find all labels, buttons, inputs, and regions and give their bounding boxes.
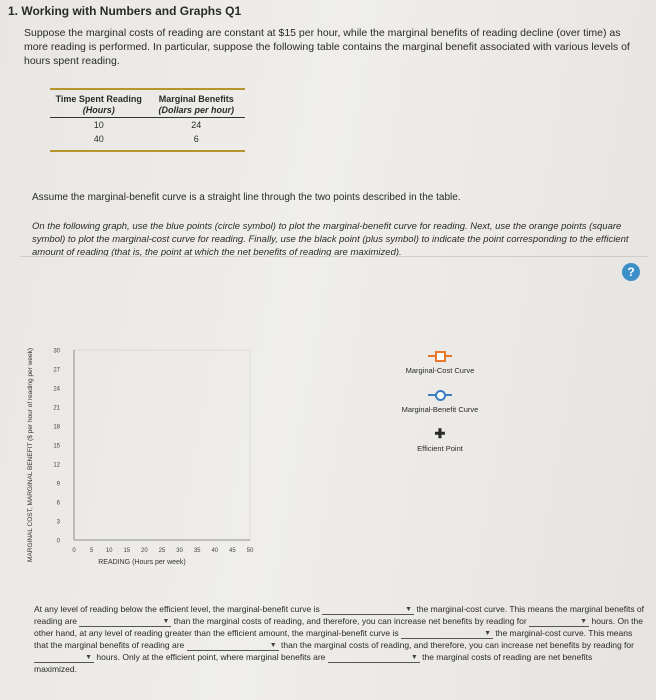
y-tick-label: 6 <box>56 500 60 507</box>
y-tick-label: 12 <box>53 462 60 469</box>
x-axis-label: READING (Hours per week) <box>98 559 186 566</box>
black-plus-icon[interactable]: ✚ <box>434 426 446 441</box>
y-tick-label: 3 <box>56 519 60 526</box>
y-tick-label: 21 <box>53 405 60 412</box>
y-tick-label: 30 <box>53 348 60 355</box>
answer-text: other hand, at any level of reading greater than the efficient amount, the marginal-benefit curve is <box>34 628 399 638</box>
answer-text: the marginal-cost curve. This means the marginal benefits of <box>416 604 645 614</box>
legend-label: Efficient Point <box>417 444 463 453</box>
dropdown-mb-vs-mc-below[interactable]: ▼ <box>322 604 414 615</box>
legend <box>360 350 520 467</box>
legend-label: Marginal-Benefit Curve <box>401 405 479 414</box>
answer-text: that the marginal benefits of reading are <box>34 640 185 650</box>
table-bottom-rule <box>50 150 245 152</box>
answer-text: the marginal costs of reading are net benefits <box>422 652 593 662</box>
x-tick-label: 50 <box>246 548 254 554</box>
legend-item-mc[interactable] <box>360 350 520 375</box>
dropdown-mb-vs-mc-above[interactable]: ▼ <box>401 628 493 639</box>
answer-text: than the marginal costs of reading, and therefore, you can increase net benefits by reading for <box>173 616 527 626</box>
answer-text: than the marginal costs of reading, and therefore, you can increase net benefits by reading for <box>281 640 634 650</box>
cell-hours: 40 <box>93 134 104 144</box>
y-tick-label: 27 <box>53 367 60 374</box>
help-button[interactable]: ? <box>622 263 640 281</box>
dropdown-greater-less-above[interactable]: ▼ <box>187 640 279 651</box>
answer-text: maximized. <box>34 664 77 674</box>
table-row <box>50 132 245 146</box>
table-row <box>50 118 245 132</box>
legend-item-efficient[interactable] <box>360 428 520 453</box>
col-benefit-title: Marginal Benefits <box>158 94 234 104</box>
answer-text: hours. Only at the efficient point, where marginal benefits are <box>96 652 326 662</box>
x-tick-label: 40 <box>211 548 219 554</box>
legend-label: Marginal-Cost Curve <box>405 366 475 375</box>
answer-text: the marginal-cost curve. This means <box>495 628 633 638</box>
graph-canvas[interactable] <box>20 320 340 580</box>
x-tick-label: 25 <box>158 548 166 554</box>
dropdown-equal[interactable]: ▼ <box>328 652 420 663</box>
assumption-text: Assume the marginal-benefit curve is a straight line through the two points described in the table. <box>32 192 461 203</box>
dropdown-more-fewer-below[interactable]: ▼ <box>529 616 589 627</box>
x-tick-label: 30 <box>176 548 183 554</box>
y-axis-label: MARGINAL COST, MARGINAL BENEFIT ($ per hour of reading per week) <box>27 348 34 562</box>
question-title: 1. Working with Numbers and Graphs Q1 <box>8 4 242 18</box>
plot-area <box>74 350 250 540</box>
orange-square-icon[interactable] <box>360 350 520 362</box>
answer-text: hours. On the <box>591 616 643 626</box>
legend-item-mb[interactable] <box>360 389 520 414</box>
x-tick-label: 0 <box>72 548 76 554</box>
y-tick-label: 9 <box>56 481 60 488</box>
y-tick-label: 0 <box>56 538 60 545</box>
marginal-benefit-table <box>50 88 245 152</box>
answer-text: reading are <box>34 616 78 626</box>
x-tick-label: 35 <box>193 548 201 554</box>
col-hours-title: Time Spent Reading <box>55 94 142 104</box>
y-tick-label: 15 <box>53 443 60 450</box>
answer-paragraph <box>34 603 645 675</box>
col-benefit-sub: (Dollars per hour) <box>158 105 234 115</box>
cell-benefit: 6 <box>193 134 199 144</box>
col-hours-header <box>50 94 148 116</box>
x-tick-label: 5 <box>89 548 94 554</box>
x-tick-label: 10 <box>105 548 113 554</box>
dropdown-more-fewer-above[interactable]: ▼ <box>34 652 94 663</box>
col-benefit-header <box>148 94 246 116</box>
table-header <box>50 90 245 116</box>
x-tick-label: 20 <box>141 548 148 554</box>
y-tick-label: 24 <box>53 386 60 393</box>
blue-circle-icon[interactable] <box>360 389 520 401</box>
col-hours-sub: (Hours) <box>82 105 115 115</box>
dropdown-greater-less-below[interactable]: ▼ <box>79 616 171 627</box>
instructions-text: On the following graph, use the blue points (circle symbol) to plot the marginal-benefit curve for reading. Next, use the orange points (square symbol) to plot the marginal-cost curve for reading. Finally, use the black point (plus symbol) to indicate the point corresponding to the efficient amount of reading (that is, the point at which the net benefits of reading are maximized). <box>32 221 629 258</box>
answer-text: At any level of reading below the efficient level, the marginal-benefit curve is <box>34 604 320 614</box>
cell-hours: 10 <box>93 120 104 130</box>
x-tick-label: 15 <box>123 548 131 554</box>
y-tick-label: 18 <box>53 424 60 431</box>
intro-text: Suppose the marginal costs of reading are constant at $15 per hour, while the marginal benefits of reading decline (over time) as more reading is performed. In particular, suppose the following table contains the marginal benefit associated with various levels of hours spent reading. <box>24 27 630 67</box>
cell-benefit: 24 <box>191 120 202 130</box>
x-tick-label: 45 <box>229 548 236 554</box>
